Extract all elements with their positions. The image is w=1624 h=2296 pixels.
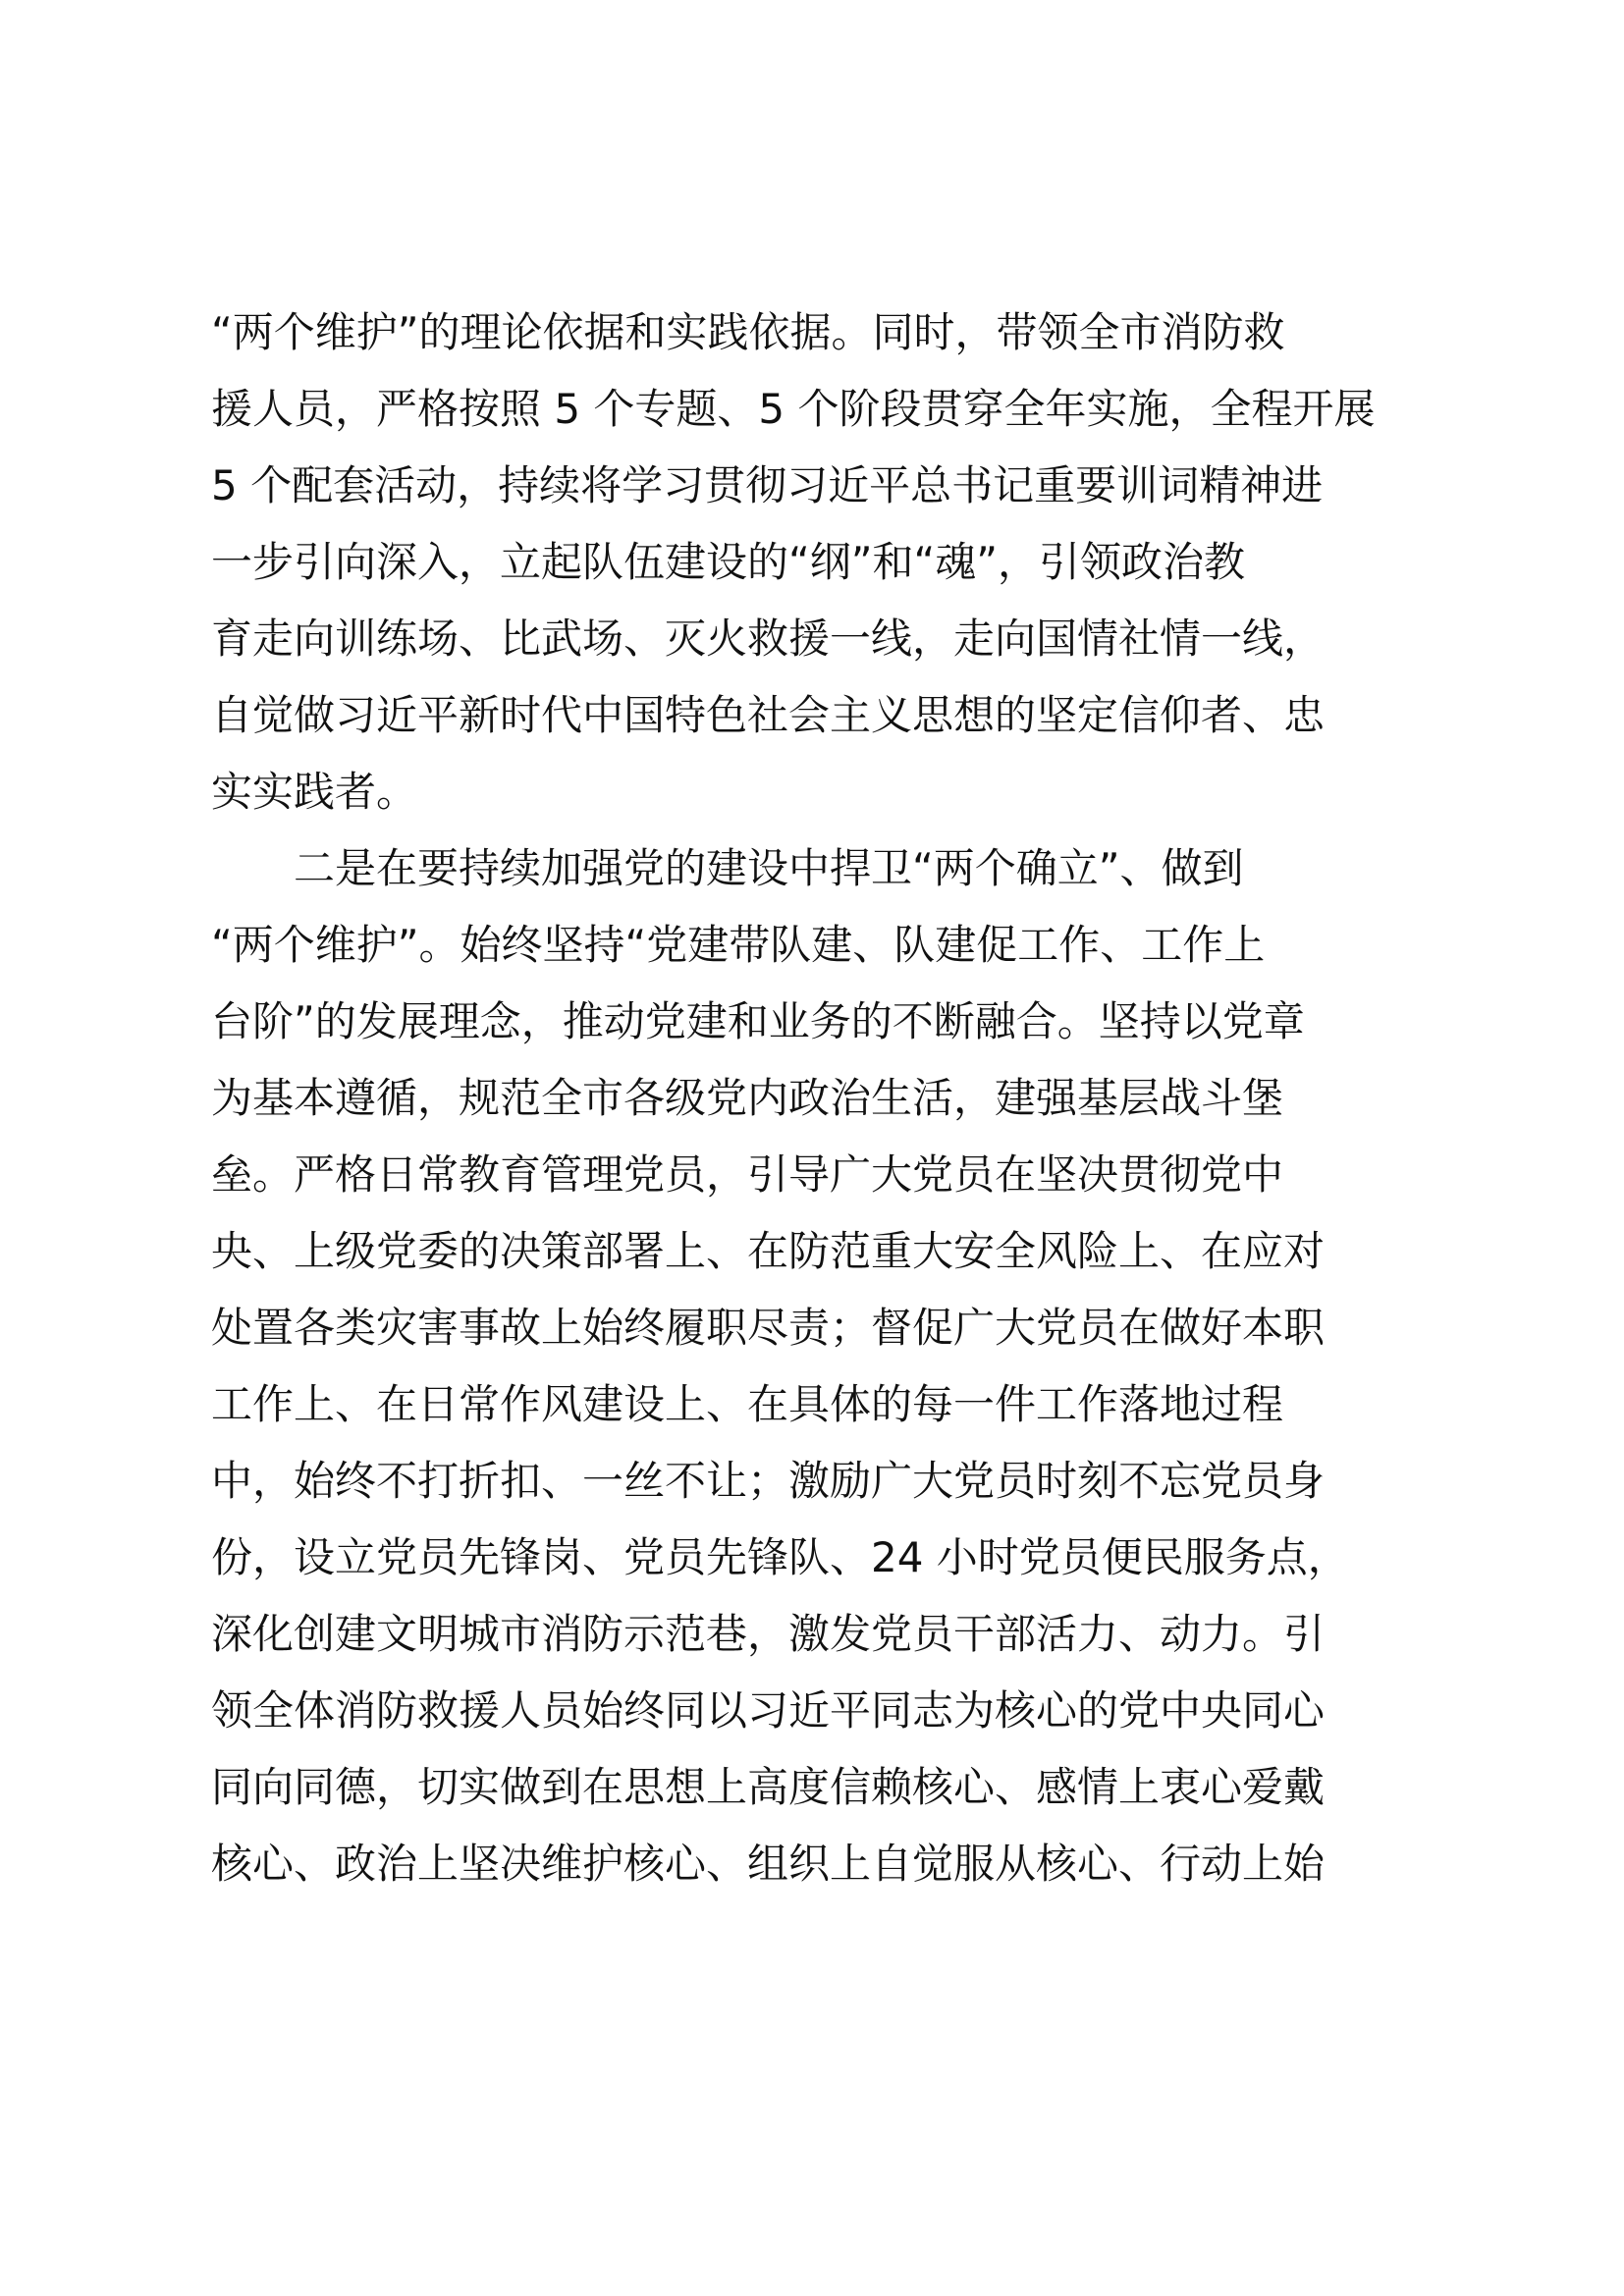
text-line: 央、上级党委的决策部署上、在防范重大安全风险上、在应对 bbox=[211, 1227, 1326, 1275]
text-line: 一步引向深入，立起队伍建设的“纲”和“魂”，引领政治教 bbox=[211, 538, 1246, 586]
text-line: 育走向训练场、比武场、灭火救援一线，走向国情社情一线， bbox=[211, 614, 1326, 663]
text-line: 领全体消防救援人员始终同以习近平同志为核心的党中央同心 bbox=[211, 1686, 1326, 1735]
text-line: 为基本遵循，规范全市各级党内政治生活，建强基层战斗堡 bbox=[211, 1074, 1284, 1122]
text-line: 工作上、在日常作风建设上、在具体的每一件工作落地过程 bbox=[211, 1380, 1284, 1428]
text-line: 份，设立党员先锋岗、党员先锋队、24 小时党员便民服务点， bbox=[211, 1533, 1349, 1581]
text-line: 援人员，严格按照 5 个专题、5 个阶段贯穿全年实施，全程开展 bbox=[211, 385, 1376, 433]
text-line: 5 个配套活动，持续将学习贯彻习近平总书记重要训词精神进 bbox=[211, 461, 1324, 509]
text-line: 实实践者。 bbox=[211, 768, 418, 816]
text-line: 中，始终不打折扣、一丝不让；激励广大党员时刻不忘党员身 bbox=[211, 1457, 1326, 1505]
text-line: 核心、政治上坚决维护核心、组织上自觉服从核心、行动上始 bbox=[211, 1840, 1326, 1888]
body-text bbox=[211, 294, 1429, 1902]
text-line: 同向同德，切实做到在思想上高度信赖核心、感情上衷心爱戴 bbox=[211, 1763, 1326, 1811]
text-line: 自觉做习近平新时代中国特色社会主义思想的坚定信仰者、忠 bbox=[211, 691, 1326, 739]
text-line: 深化创建文明城市消防示范巷，激发党员干部活力、动力。引 bbox=[211, 1610, 1326, 1658]
text-line: 垒。严格日常教育管理党员，引导广大党员在坚决贯彻党中 bbox=[211, 1150, 1284, 1199]
paragraph-start-line: 二是在要持续加强党的建设中捍卫“两个确立”、做到 bbox=[294, 844, 1244, 892]
text-line: “两个维护”。始终坚持“党建带队建、队建促工作、工作上 bbox=[211, 921, 1266, 969]
text-line: 台阶”的发展理念，推动党建和业务的不断融合。坚持以党章 bbox=[211, 997, 1305, 1045]
text-line: “两个维护”的理论依据和实践依据。同时，带领全市消防救 bbox=[211, 308, 1285, 356]
text-line: 处置各类灾害事故上始终履职尽责；督促广大党员在做好本职 bbox=[211, 1304, 1326, 1352]
